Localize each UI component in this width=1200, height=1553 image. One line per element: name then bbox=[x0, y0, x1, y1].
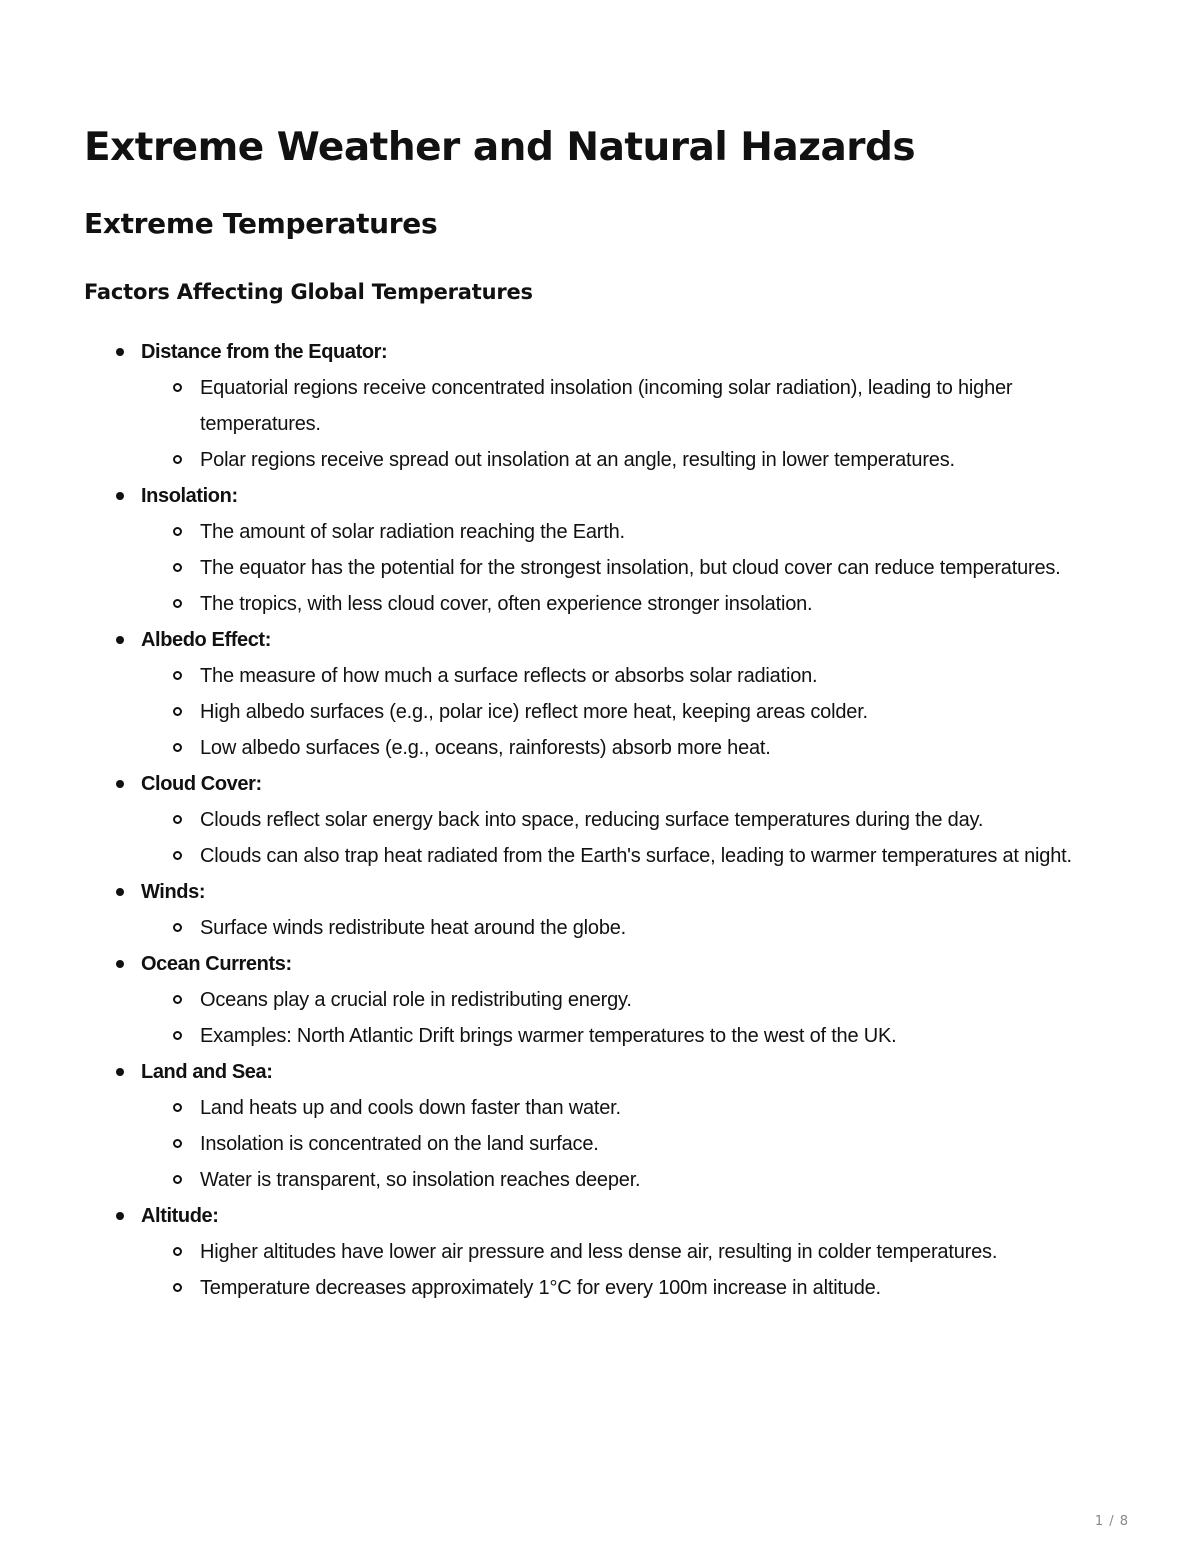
bullet-circle-icon bbox=[173, 599, 182, 608]
factor-points bbox=[141, 370, 1124, 478]
bullet-circle-icon bbox=[173, 383, 182, 392]
bullet-disc-icon bbox=[116, 888, 124, 896]
factor-points bbox=[141, 802, 1124, 874]
factor-label: Ocean Currents: bbox=[141, 953, 292, 975]
bullet-circle-icon bbox=[173, 851, 182, 860]
factor-point-text: Equatorial regions receive concentrated insolation (incoming solar radiation), leading to higher temperatures. bbox=[200, 377, 1013, 435]
bullet-circle-icon bbox=[173, 815, 182, 824]
factor-point bbox=[141, 586, 1110, 622]
bullet-circle-icon bbox=[173, 563, 182, 572]
bullet-circle-icon bbox=[173, 671, 182, 680]
factor-item bbox=[84, 1198, 1124, 1306]
factor-item bbox=[84, 1054, 1124, 1198]
factor-item bbox=[84, 622, 1124, 766]
bullet-circle-icon bbox=[173, 1175, 182, 1184]
factor-point-text: Low albedo surfaces (e.g., oceans, rainforests) absorb more heat. bbox=[200, 737, 771, 759]
factor-point-text: Examples: North Atlantic Drift brings warmer temperatures to the west of the UK. bbox=[200, 1025, 897, 1047]
factor-point-text: Temperature decreases approximately 1°C for every 100m increase in altitude. bbox=[200, 1277, 881, 1299]
factor-item bbox=[84, 334, 1124, 478]
factor-points bbox=[141, 1234, 1124, 1306]
bullet-disc-icon bbox=[116, 1212, 124, 1220]
factor-item bbox=[84, 874, 1124, 946]
factor-item bbox=[84, 946, 1124, 1054]
factor-point-text: Land heats up and cools down faster than water. bbox=[200, 1097, 621, 1119]
factor-point-text: Oceans play a crucial role in redistributing energy. bbox=[200, 989, 632, 1011]
bullet-disc-icon bbox=[116, 492, 124, 500]
factor-point bbox=[141, 1090, 1110, 1126]
factor-point bbox=[141, 442, 1110, 478]
factor-label: Cloud Cover: bbox=[141, 773, 262, 795]
factor-point bbox=[141, 802, 1110, 838]
bullet-disc-icon bbox=[116, 1068, 124, 1076]
document-page bbox=[84, 120, 1124, 1306]
factor-point bbox=[141, 1162, 1110, 1198]
factor-point-text: Higher altitudes have lower air pressure and less dense air, resulting in colder temperatures. bbox=[200, 1241, 998, 1263]
factor-item bbox=[84, 478, 1124, 622]
bullet-disc-icon bbox=[116, 636, 124, 644]
factor-label: Albedo Effect: bbox=[141, 629, 271, 651]
bullet-circle-icon bbox=[173, 1031, 182, 1040]
document-title: Extreme Weather and Natural Hazards bbox=[84, 125, 916, 170]
factor-point bbox=[141, 1234, 1110, 1270]
bullet-disc-icon bbox=[116, 960, 124, 968]
bullet-disc-icon bbox=[116, 780, 124, 788]
bullet-circle-icon bbox=[173, 1283, 182, 1292]
factor-points bbox=[141, 982, 1124, 1054]
factor-point-text: Clouds reflect solar energy back into space, reducing surface temperatures during the day. bbox=[200, 809, 984, 831]
factor-item bbox=[84, 766, 1124, 874]
factor-list bbox=[84, 334, 1124, 1306]
factor-point bbox=[141, 694, 1110, 730]
factor-label: Winds: bbox=[141, 881, 206, 903]
factor-point bbox=[141, 514, 1110, 550]
factor-point bbox=[141, 370, 1110, 442]
bullet-circle-icon bbox=[173, 995, 182, 1004]
factor-label: Land and Sea: bbox=[141, 1061, 273, 1083]
page-number: 1 / 8 bbox=[1094, 1514, 1129, 1529]
factor-point-text: The equator has the potential for the strongest insolation, but cloud cover can reduce temperatures. bbox=[200, 557, 1061, 579]
factor-point-text: Insolation is concentrated on the land surface. bbox=[200, 1133, 599, 1155]
bullet-circle-icon bbox=[173, 1247, 182, 1256]
factor-label: Insolation: bbox=[141, 485, 238, 507]
factor-label: Distance from the Equator: bbox=[141, 341, 388, 363]
factor-points bbox=[141, 1090, 1124, 1198]
factor-point-text: Polar regions receive spread out insolation at an angle, resulting in lower temperatures. bbox=[200, 449, 955, 471]
factor-point bbox=[141, 550, 1110, 586]
factor-point-text: Clouds can also trap heat radiated from the Earth's surface, leading to warmer temperatures at night. bbox=[200, 845, 1072, 867]
bullet-circle-icon bbox=[173, 923, 182, 932]
factor-points bbox=[141, 910, 1124, 946]
bullet-circle-icon bbox=[173, 1139, 182, 1148]
factor-points bbox=[141, 514, 1124, 622]
factor-point bbox=[141, 982, 1110, 1018]
section-title: Extreme Temperatures bbox=[84, 207, 438, 240]
factor-point-text: High albedo surfaces (e.g., polar ice) reflect more heat, keeping areas colder. bbox=[200, 701, 868, 723]
factor-point-text: Water is transparent, so insolation reaches deeper. bbox=[200, 1169, 641, 1191]
factor-point bbox=[141, 1126, 1110, 1162]
factor-point-text: The measure of how much a surface reflects or absorbs solar radiation. bbox=[200, 665, 818, 687]
bullet-circle-icon bbox=[173, 527, 182, 536]
factor-point bbox=[141, 730, 1110, 766]
factor-point bbox=[141, 658, 1110, 694]
factor-label: Altitude: bbox=[141, 1205, 219, 1227]
factor-points bbox=[141, 658, 1124, 766]
factor-point bbox=[141, 1018, 1110, 1054]
factor-point bbox=[141, 838, 1110, 874]
bullet-circle-icon bbox=[173, 1103, 182, 1112]
bullet-disc-icon bbox=[116, 348, 124, 356]
factor-point-text: The tropics, with less cloud cover, often experience stronger insolation. bbox=[200, 593, 813, 615]
bullet-circle-icon bbox=[173, 707, 182, 716]
factor-point bbox=[141, 1270, 1110, 1306]
factor-point-text: The amount of solar radiation reaching the Earth. bbox=[200, 521, 625, 543]
subsection-title: Factors Affecting Global Temperatures bbox=[84, 280, 533, 304]
bullet-circle-icon bbox=[173, 743, 182, 752]
factor-point-text: Surface winds redistribute heat around the globe. bbox=[200, 917, 627, 939]
factor-point bbox=[141, 910, 1110, 946]
bullet-circle-icon bbox=[173, 455, 182, 464]
